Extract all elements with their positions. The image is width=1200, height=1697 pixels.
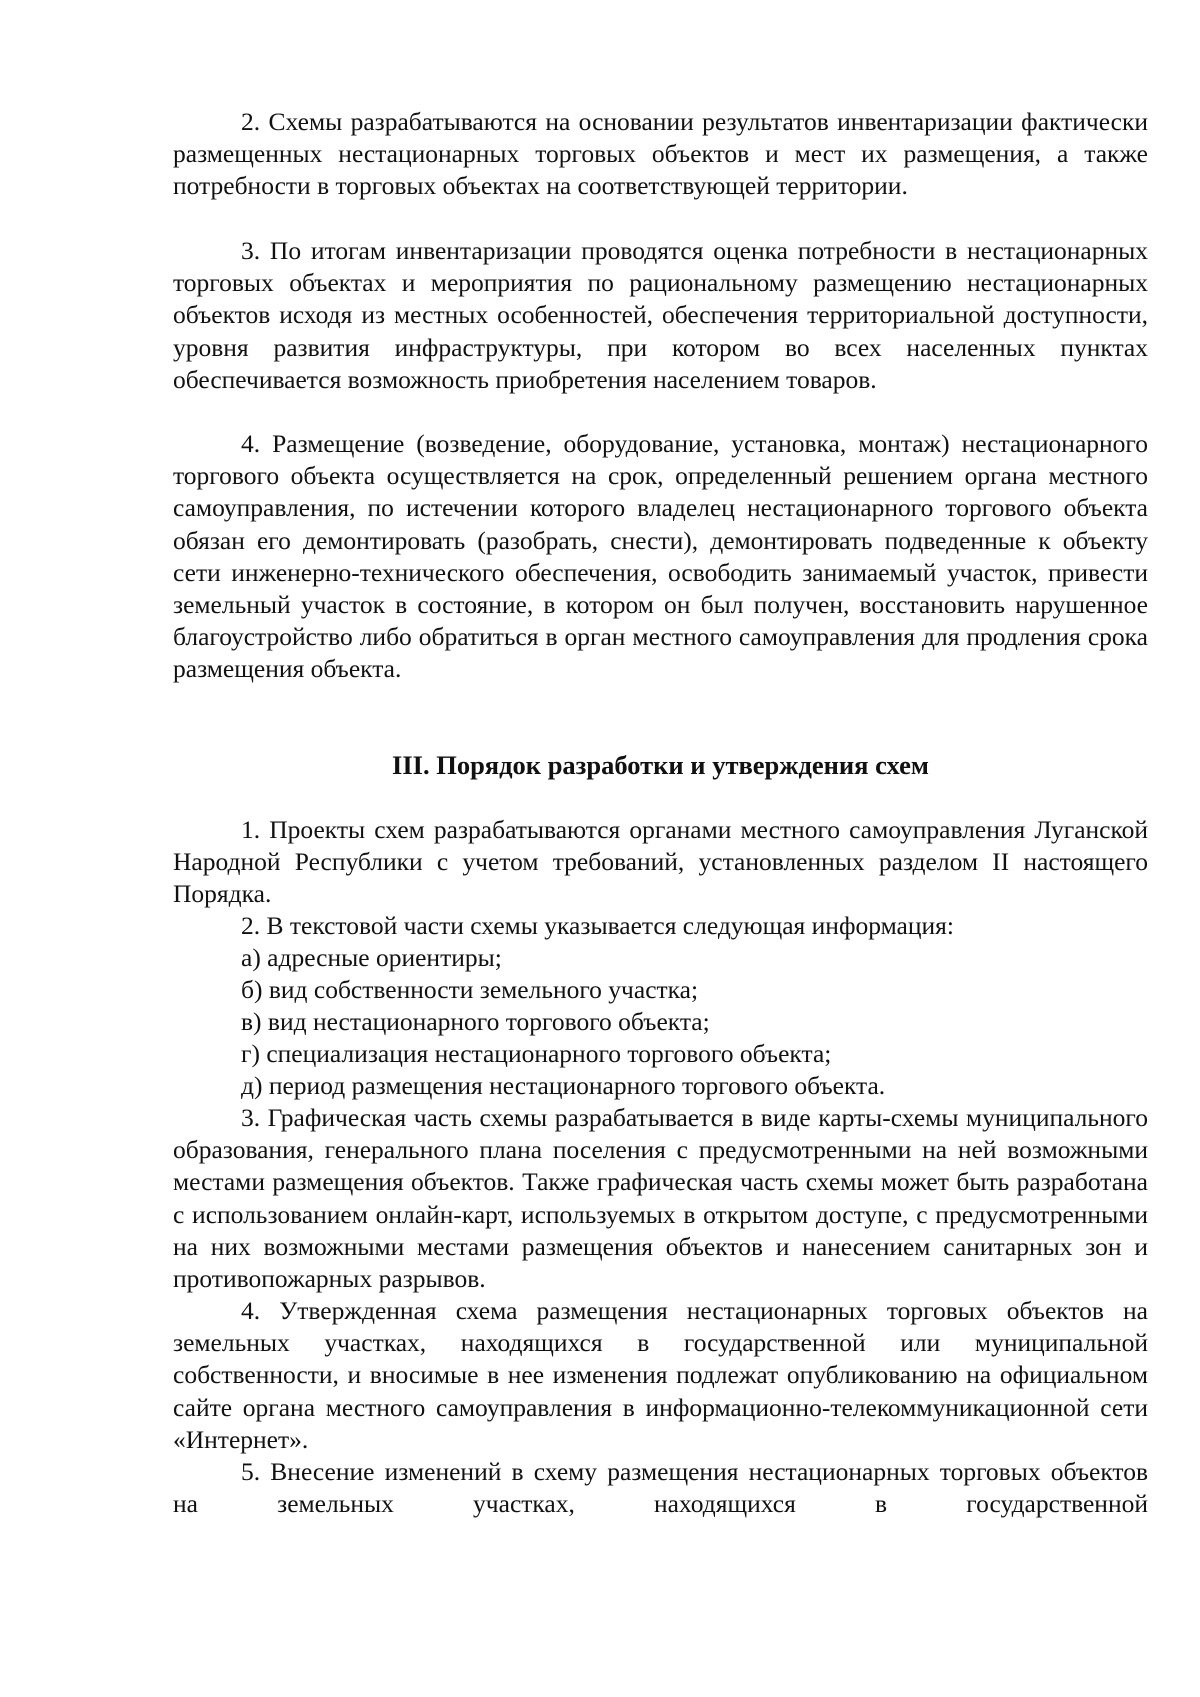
paragraph-4: 4. Размещение (возведение, оборудование, установка, монтаж) нестационарного торгового объекта осуществляется на срок, определенный решением органа местного самоуправления, по истечении которого владелец нестационарного торгового объекта обязан его демонтировать (разобрать, снести), демонтировать подведенные к объекту сети инженерно-технического обеспечения, освободить занимаемый участок, привести земельный участок в состояние, в котором он был получен, восстановить нарушенное благоустройство либо обратиться в орган местного самоуправления для продления срока размещения объекта.	[173, 429, 1148, 684]
section3-paragraph-4: 4. Утвержденная схема размещения нестационарных торговых объектов на земельных участках, находящихся в государственной или муниципальной собственности, и вносимые в нее изменения подлежат опубликованию на официальном сайте органа местного самоуправления в информационно-телекоммуникационной сети «Интернет».	[173, 1296, 1148, 1454]
paragraph-2: 2. Схемы разрабатываются на основании результатов инвентаризации фактически размещенных нестационарных торговых объектов и мест их размещения, а также потребности в торговых объектах на соответствующей территории.	[173, 107, 1148, 201]
section3-paragraph-1: 1. Проекты схем разрабатываются органами местного самоуправления Луганской Народной Республики с учетом требований, установленных разделом II настоящего Порядка.	[173, 815, 1148, 909]
paragraph-3: 3. По итогам инвентаризации проводятся оценка потребности в нестационарных торговых объектах и мероприятия по рациональному размещению нестационарных объектов исходя из местных особенностей, обеспечения территориальной доступности, уровня развития инфраструктуры, при котором во всех населенных пунктах обеспечивается возможность приобретения населением товаров.	[173, 236, 1148, 394]
section3-paragraph-5: 5. Внесение изменений в схему размещения нестационарных торговых объектов на земельных участках, находящихся в государственной	[173, 1457, 1148, 1519]
list-item: б) вид собственности земельного участка;	[241, 975, 699, 1004]
section3-paragraph-2: 2. В текстовой части схемы указывается следующая информация:	[241, 911, 954, 940]
list-item: г) специализация нестационарного торгового объекта;	[241, 1039, 832, 1068]
list-item: а) адресные ориентиры;	[241, 943, 502, 972]
list-item: в) вид нестационарного торгового объекта;	[241, 1007, 710, 1036]
section-heading: III. Порядок разработки и утверждения схем	[392, 750, 929, 780]
list-item: д) период размещения нестационарного торгового объекта.	[241, 1071, 886, 1100]
section3-paragraph-3: 3. Графическая часть схемы разрабатывается в виде карты-схемы муниципального образования, генерального плана поселения с предусмотренными на ней возможными местами размещения объектов. Также графическая часть схемы может быть разработана с использованием онлайн-карт, используемых в открытом доступе, с предусмотренными на них возможными местами размещения объектов и нанесением санитарных зон и противопожарных разрывов.	[173, 1103, 1148, 1294]
